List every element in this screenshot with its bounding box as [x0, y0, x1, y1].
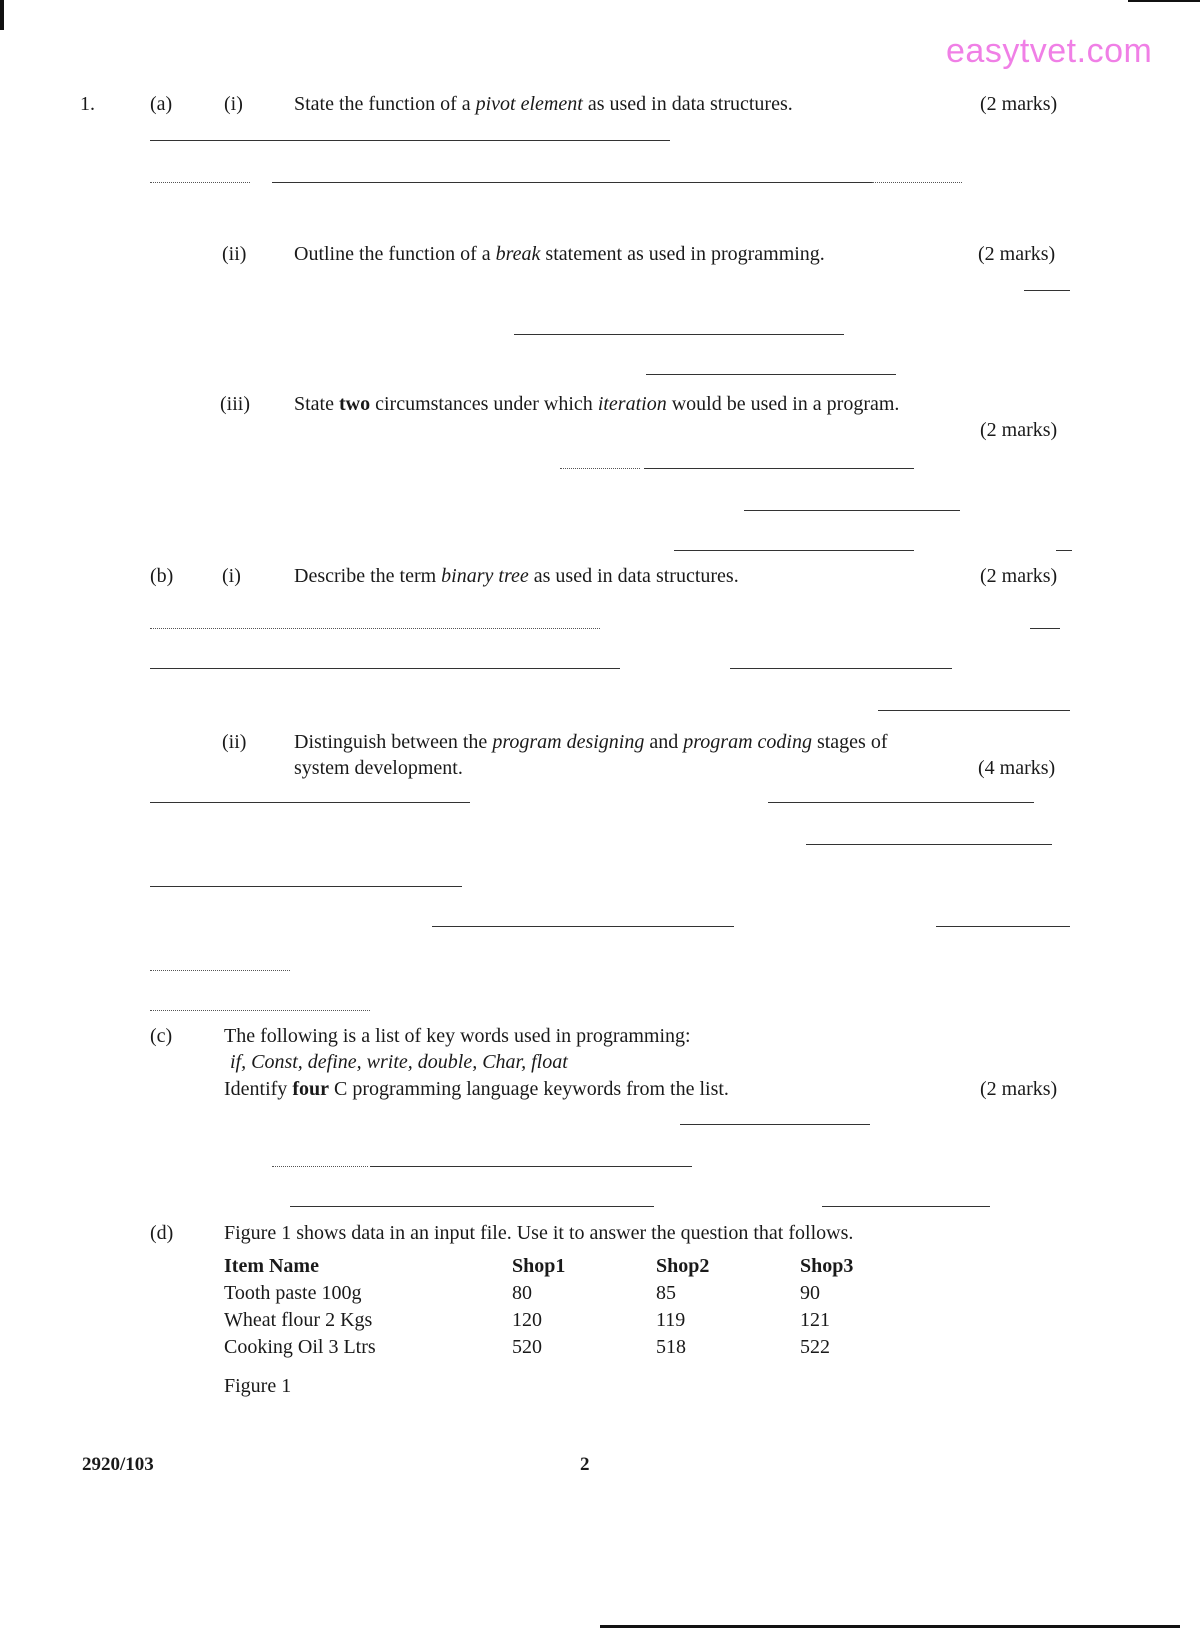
answer-line — [150, 140, 670, 141]
table-cell: 520 — [512, 1336, 542, 1358]
answer-line-dotted — [150, 970, 290, 971]
b-i-text-pre: Describe the term — [294, 565, 442, 587]
b-ii-text-post: stages of — [811, 731, 888, 753]
watermark: easytvet.com — [946, 32, 1153, 70]
table-cell: 85 — [656, 1282, 676, 1304]
a-i-number: (i) — [224, 93, 243, 115]
answer-line — [1024, 290, 1070, 291]
question-number: 1. — [80, 93, 95, 115]
a-i-text-em: pivot element — [475, 93, 583, 115]
answer-line-dotted — [150, 182, 250, 183]
answer-line-dotted — [150, 1010, 370, 1011]
answer-line — [150, 886, 462, 887]
c-line3-pre: Identify — [224, 1078, 293, 1100]
a-iii-text-pre: State — [294, 393, 339, 415]
column-header: Item Name — [224, 1255, 319, 1277]
b-ii-text-em2: program coding — [683, 731, 812, 753]
b-i-text-em: binary tree — [441, 565, 529, 587]
a-ii-text-em: break — [495, 243, 541, 265]
b-ii-number: (ii) — [222, 731, 247, 753]
answer-line — [878, 710, 1070, 711]
answer-line — [150, 802, 470, 803]
answer-line — [644, 468, 914, 469]
a-i-text-post: as used in data structures. — [582, 93, 793, 115]
a-iii-text-mid: circumstances under which — [370, 393, 598, 415]
d-intro: Figure 1 shows data in an input file. Use it to answer the question that follows. — [224, 1222, 854, 1244]
answer-line-dotted — [560, 468, 640, 469]
answer-line — [680, 1124, 870, 1125]
table-row — [224, 1336, 890, 1363]
table-row — [224, 1309, 890, 1336]
part-d-label: (d) — [150, 1222, 174, 1244]
c-line3-post: C programming language keywords from the list. — [328, 1078, 729, 1100]
scan-edge-mark-left — [0, 0, 4, 30]
b-ii-question-line1 — [294, 730, 888, 754]
c-marks: (2 marks) — [980, 1078, 1058, 1100]
table-header-row — [224, 1255, 890, 1282]
a-ii-text-pre: Outline the function of a — [294, 243, 496, 265]
a-i-text-pre: State the function of a — [294, 93, 476, 115]
c-line3 — [224, 1077, 729, 1101]
answer-line — [150, 668, 620, 669]
a-iii-text-em: iteration — [597, 393, 667, 415]
answer-line — [674, 550, 914, 551]
answer-line-dotted — [872, 182, 962, 183]
answer-line — [730, 668, 952, 669]
answer-line — [1056, 550, 1072, 551]
a-i-question — [294, 92, 793, 116]
c-line1: The following is a list of key words used in programming: — [224, 1025, 691, 1047]
answer-line — [432, 926, 734, 927]
c-keywords — [230, 1050, 568, 1074]
c-line3-bold: four — [292, 1078, 329, 1100]
answer-line — [768, 802, 1034, 803]
a-ii-question — [294, 242, 825, 266]
paper-code: 2920/103 — [82, 1454, 154, 1475]
answer-line-dotted — [272, 1166, 368, 1167]
part-a-label: (a) — [150, 93, 173, 115]
answer-line — [370, 1166, 692, 1167]
table-cell: Wheat flour 2 Kgs — [224, 1309, 373, 1331]
answer-line — [514, 334, 844, 335]
b-ii-text-mid: and — [644, 731, 684, 753]
table-cell: 522 — [800, 1336, 830, 1358]
b-i-text-post: as used in data structures. — [528, 565, 739, 587]
table-cell: Cooking Oil 3 Ltrs — [224, 1336, 376, 1358]
answer-line — [822, 1206, 990, 1207]
a-iii-question — [294, 392, 899, 416]
b-ii-text-pre: Distinguish between the — [294, 731, 493, 753]
part-b-label: (b) — [150, 565, 174, 587]
answer-line-dotted — [150, 628, 600, 629]
a-iii-marks: (2 marks) — [980, 419, 1058, 441]
answer-line — [806, 844, 1052, 845]
table-cell: 80 — [512, 1282, 532, 1304]
table-cell: 119 — [656, 1309, 686, 1331]
table-cell: Tooth paste 100g — [224, 1282, 362, 1304]
table-row — [224, 1282, 890, 1309]
table-cell: 120 — [512, 1309, 542, 1331]
b-i-number: (i) — [222, 565, 241, 587]
a-i-marks: (2 marks) — [980, 93, 1058, 115]
a-ii-marks: (2 marks) — [978, 243, 1056, 265]
table-cell: 121 — [800, 1309, 830, 1331]
a-iii-number: (iii) — [220, 393, 250, 415]
answer-line — [646, 374, 896, 375]
b-i-marks: (2 marks) — [980, 565, 1058, 587]
figure-1-table — [224, 1255, 890, 1363]
answer-line — [290, 1206, 654, 1207]
answer-line — [744, 510, 960, 511]
answer-line — [936, 926, 1070, 927]
column-header: Shop3 — [800, 1255, 854, 1277]
table-cell: 90 — [800, 1282, 820, 1304]
answer-line — [272, 182, 872, 183]
b-ii-text-em1: program designing — [492, 731, 645, 753]
a-iii-text-bold: two — [339, 393, 371, 415]
a-ii-text-post: statement as used in programming. — [540, 243, 825, 265]
scan-edge-mark-top-right — [1128, 0, 1200, 2]
c-keywords-text: if, Const, define, write, double, Char, float — [230, 1051, 568, 1073]
column-header: Shop1 — [512, 1255, 566, 1277]
a-iii-text-post: would be used in a program. — [666, 393, 900, 415]
figure-caption: Figure 1 — [224, 1375, 292, 1397]
scan-edge-mark-bottom — [600, 1625, 1180, 1628]
column-header: Shop2 — [656, 1255, 710, 1277]
page-number: 2 — [580, 1454, 590, 1475]
answer-line — [1030, 628, 1060, 629]
part-c-label: (c) — [150, 1025, 173, 1047]
b-ii-question-line2: system development. — [294, 757, 463, 779]
table-cell: 518 — [656, 1336, 686, 1358]
b-i-question — [294, 564, 739, 588]
b-ii-marks: (4 marks) — [978, 757, 1056, 779]
a-ii-number: (ii) — [222, 243, 247, 265]
